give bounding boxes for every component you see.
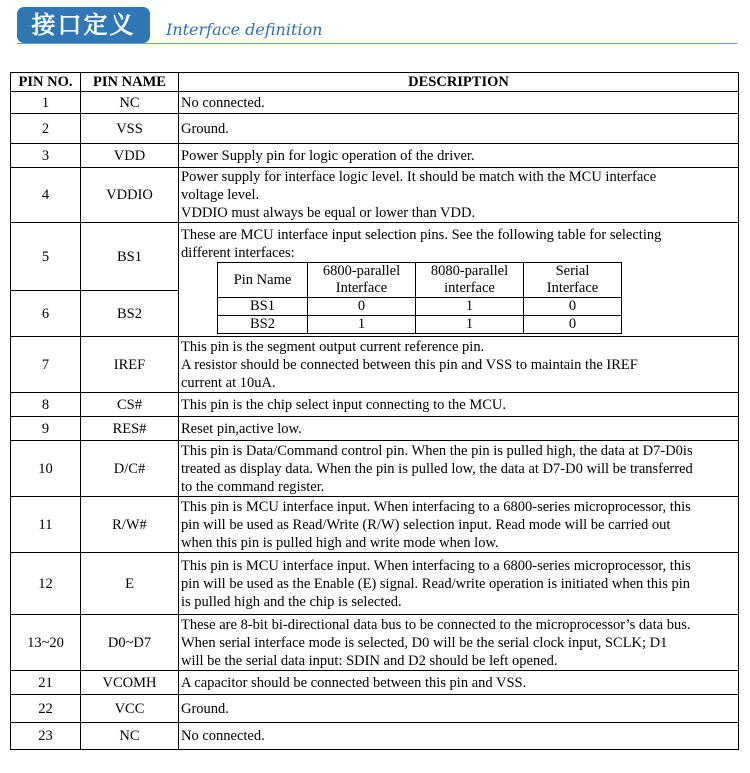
pin-name: CS# xyxy=(81,393,179,417)
section-title-banner xyxy=(17,7,150,43)
description-line: This pin is the segment output current reference pin. xyxy=(181,338,485,355)
interface-cell: BS1 xyxy=(218,298,308,316)
table-row xyxy=(11,168,739,223)
pin-name: BS2 xyxy=(81,291,179,337)
description-line: VDDIO must always be equal or lower than VDD. xyxy=(181,205,476,221)
table-header-row xyxy=(11,73,739,92)
pin-name: D/C# xyxy=(81,441,179,497)
header-description: DESCRIPTION xyxy=(179,73,739,92)
interface-cell: 1 xyxy=(308,316,416,334)
table-row xyxy=(11,337,739,393)
table-row xyxy=(11,615,739,671)
description-line: A capacitor should be connected between this pin and VSS. xyxy=(181,674,527,691)
pin-description xyxy=(179,92,739,114)
pin-number: 5 xyxy=(11,223,81,291)
pin-description xyxy=(179,671,739,695)
description-line: pin will be used as the Enable (E) signal. Read/write operation is initiated when this pin xyxy=(181,575,690,592)
interface-cell: 0 xyxy=(308,298,416,316)
pin-description xyxy=(179,393,739,417)
description-line: This pin is MCU interface input. When interfacing to a 6800-series microprocessor, this xyxy=(181,557,691,574)
pin-name: RES# xyxy=(81,417,179,441)
bs-description-wrap xyxy=(181,226,731,334)
section-title-cn: 接口定义 xyxy=(31,11,136,39)
interface-header-cell xyxy=(308,263,416,298)
description-line: When serial interface mode is selected, D0 will be the serial clock input, SCLK; D1 xyxy=(181,634,668,651)
pin-number: 2 xyxy=(11,114,81,144)
table-row xyxy=(11,92,739,114)
table-row xyxy=(11,144,739,168)
description-line: No connected. xyxy=(181,94,265,111)
description-line: This pin is Data/Command control pin. When the pin is pulled high, the data at D7-D0is xyxy=(181,442,693,459)
table-row xyxy=(11,441,739,497)
pin-number: 23 xyxy=(11,723,81,750)
table-row xyxy=(11,723,739,750)
pin-number: 3 xyxy=(11,144,81,168)
interface-table-row xyxy=(218,316,622,334)
pin-name: E xyxy=(81,553,179,615)
description-line: Ground. xyxy=(181,700,229,717)
table-row xyxy=(11,553,739,615)
description-line: This pin is the chip select input connecting to the MCU. xyxy=(181,396,506,413)
interface-table-row xyxy=(218,298,622,316)
table-row xyxy=(11,695,739,723)
description-line: A resistor should be connected between this pin and VSS to maintain the IREF xyxy=(181,356,638,373)
pin-description xyxy=(179,144,739,168)
description-line: is pulled high and the chip is selected. xyxy=(181,593,402,610)
pin-description xyxy=(179,168,739,223)
pin-description xyxy=(179,695,739,723)
interface-header-line: Serial xyxy=(555,263,590,279)
pin-number: 8 xyxy=(11,393,81,417)
pin-number: 13~20 xyxy=(11,615,81,671)
interface-cell: 0 xyxy=(524,316,622,334)
table-row xyxy=(11,223,739,291)
description-line: current at 10uA. xyxy=(181,374,276,391)
interface-cell: 0 xyxy=(524,298,622,316)
interface-cell: 1 xyxy=(416,316,524,334)
interface-header-cell xyxy=(416,263,524,298)
interface-header-line: 8080-parallel xyxy=(430,263,509,279)
interface-header-cell xyxy=(218,263,308,298)
description-line: These are 8-bit bi-directional data bus to be connected to the microprocessor’s data bus. xyxy=(181,616,691,633)
description-line: voltage level. xyxy=(181,187,260,203)
pin-number: 11 xyxy=(11,497,81,553)
table-row xyxy=(11,417,739,441)
description-line: will be the serial data input: SDIN and D2 should be left opened. xyxy=(181,652,558,669)
description-line: No connected. xyxy=(181,728,265,744)
interface-header-line: 6800-parallel xyxy=(322,263,401,279)
pin-name: BS1 xyxy=(81,223,179,291)
interface-header-line: interface xyxy=(444,280,495,296)
description-line: to the command register. xyxy=(181,478,325,495)
pin-number: 12 xyxy=(11,553,81,615)
description-line: pin will be used as Read/Write (R/W) selection input. Read mode will be carried out xyxy=(181,516,671,533)
header-pin-no: PIN NO. xyxy=(11,73,81,92)
pin-description xyxy=(179,417,739,441)
interface-header-line: Pin Name xyxy=(233,271,292,288)
table-row xyxy=(11,114,739,144)
interface-header-cell xyxy=(524,263,622,298)
table-row xyxy=(11,497,739,553)
pin-name: NC xyxy=(81,723,179,750)
section-title-en: Interface definition xyxy=(166,20,323,39)
pin-number: 22 xyxy=(11,695,81,723)
interface-header-line: Interface xyxy=(546,280,599,296)
description-line: Ground. xyxy=(181,120,229,137)
description-line: Power Supply pin for logic operation of the driver. xyxy=(181,147,475,164)
table-row xyxy=(11,393,739,417)
description-line: Power supply for interface logic level. It should be match with the MCU interface xyxy=(181,169,657,185)
description-line: when this pin is pulled high and write mode when low. xyxy=(181,534,499,551)
bs-description xyxy=(179,223,739,337)
pin-number: 9 xyxy=(11,417,81,441)
pin-description xyxy=(179,723,739,750)
header-pin-name: PIN NAME xyxy=(81,73,179,92)
pin-description xyxy=(179,337,739,393)
pin-name: VCOMH xyxy=(81,671,179,695)
pin-description xyxy=(179,553,739,615)
pin-name: D0~D7 xyxy=(81,615,179,671)
pin-name: VCC xyxy=(81,695,179,723)
pin-definition-table xyxy=(10,72,739,750)
description-line: These are MCU interface input selection pins. See the following table for selecting xyxy=(181,227,662,243)
pin-name: VDDIO xyxy=(81,168,179,223)
description-line: Reset pin,active low. xyxy=(181,420,302,437)
header-divider xyxy=(17,43,737,44)
interface-cell: BS2 xyxy=(218,316,308,334)
pin-number: 21 xyxy=(11,671,81,695)
interface-select-table xyxy=(217,262,622,334)
pin-number: 10 xyxy=(11,441,81,497)
pin-number: 7 xyxy=(11,337,81,393)
pin-description xyxy=(179,497,739,553)
pin-description xyxy=(179,441,739,497)
pin-number: 6 xyxy=(11,291,81,337)
pin-name: NC xyxy=(81,92,179,114)
description-line: treated as display data. When the pin is pulled low, the data at D7-D0 will be transferred xyxy=(181,460,693,477)
pin-description xyxy=(179,615,739,671)
pin-number: 1 xyxy=(11,92,81,114)
pin-name: VSS xyxy=(81,114,179,144)
pin-name: R/W# xyxy=(81,497,179,553)
pin-number: 4 xyxy=(11,168,81,223)
description-line: different interfaces: xyxy=(181,245,295,261)
pin-name: IREF xyxy=(81,337,179,393)
interface-cell: 1 xyxy=(416,298,524,316)
table-row xyxy=(11,671,739,695)
pin-description xyxy=(179,114,739,144)
description-line: This pin is MCU interface input. When interfacing to a 6800-series microprocessor, this xyxy=(181,498,691,515)
interface-table-header xyxy=(218,263,622,298)
interface-header-line: Interface xyxy=(335,280,388,296)
pin-name: VDD xyxy=(81,144,179,168)
